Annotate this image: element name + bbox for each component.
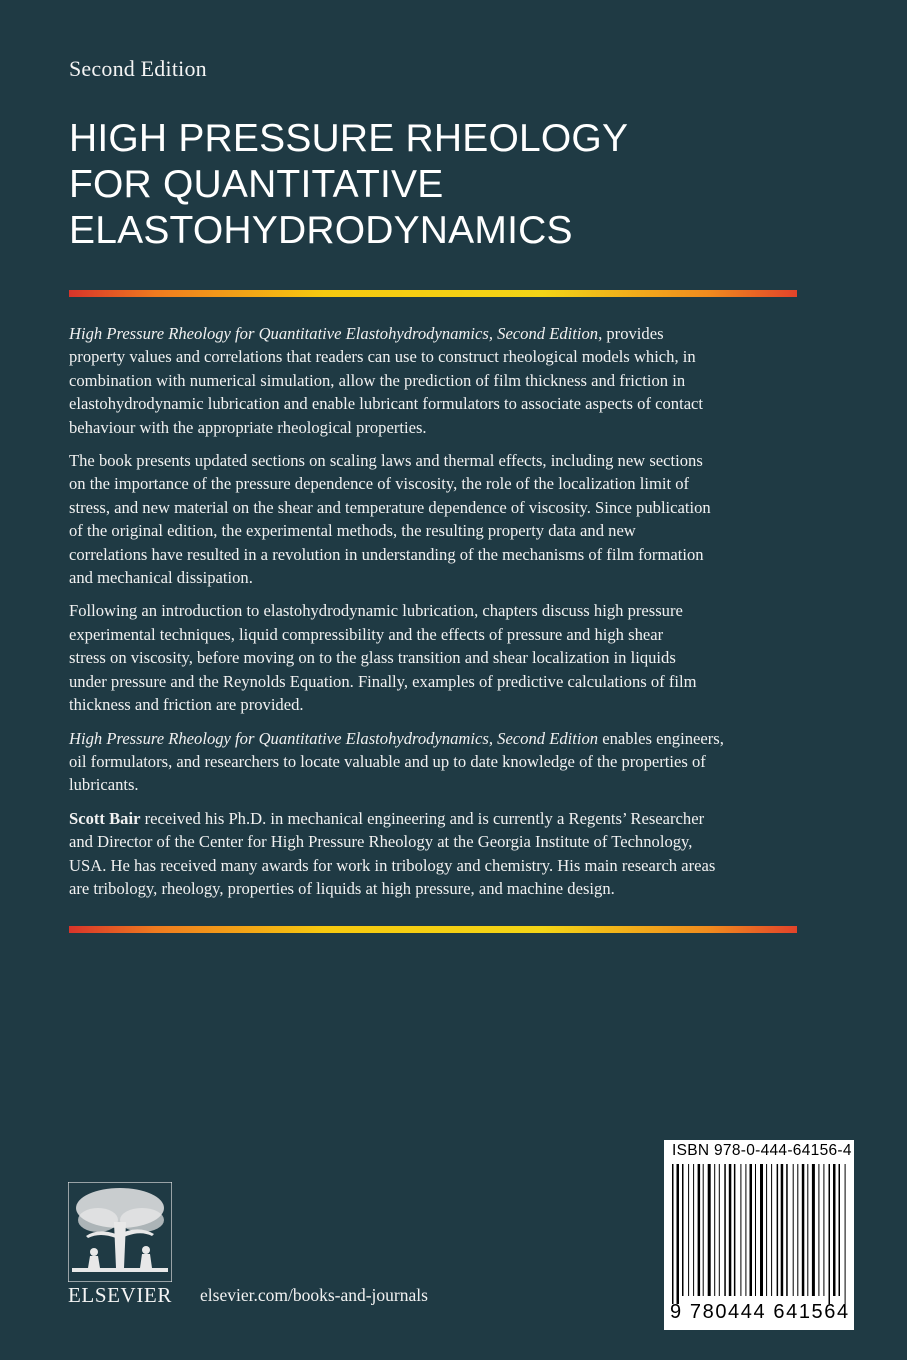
barcode-bar: [833, 1164, 836, 1296]
description: [69, 322, 809, 910]
barcode-bar: [688, 1164, 689, 1296]
barcode-bar: [729, 1164, 732, 1296]
title-line: FOR QUANTITATIVE: [69, 163, 444, 206]
barcode-bar: [829, 1164, 831, 1304]
barcode-bar: [839, 1164, 841, 1296]
book-title-italic: High Pressure Rheology for Quantitative Elastohydrodynamics, Second Edition: [69, 324, 599, 343]
author-bio: Scott Bair received his Ph.D. in mechanical engineering and is currently a Regents’ Researcher and Director of the Center for High Pressure Rheology at the Georgia Institute of Technology, USA. He has received many awards for work in tribology and chemistry. His main research areas are tribology, rheology, properties of liquids at high pressure, and machine design.: [69, 808, 716, 898]
description-paragraph-3: Following an introduction to elastohydrodynamic lubrication, chapters discuss high pressure experimental techniques, liquid compressibility and the effects of pressure and high shear stress on viscosity, before moving on to the glass transition and shear localization in liquids under pressure and the Reynolds Equation. Finally, examples of predictive calculations of film thickness and friction are provided.: [69, 601, 697, 715]
barcode-bar: [708, 1164, 711, 1296]
barcode-bar: [845, 1164, 846, 1304]
barcode-bar: [786, 1164, 788, 1296]
barcode-bar: [781, 1164, 784, 1296]
barcode-bar: [693, 1164, 694, 1296]
barcode-bar: [818, 1164, 819, 1296]
barcode-bar: [802, 1164, 805, 1296]
author-name: Scott Bair: [69, 808, 141, 828]
title-line: HIGH PRESSURE RHEOLOGY: [69, 117, 629, 160]
barcode: [670, 1164, 848, 1304]
barcode-bar: [797, 1164, 798, 1296]
barcode-bar: [703, 1164, 704, 1296]
barcode-bar: [714, 1164, 715, 1296]
edition-label: Second Edition: [69, 56, 207, 81]
description-paragraph-4: High Pressure Rheology for Quantitative Elastohydrodynamics, Second Edition enables engineers, oil formulators, and researchers to locate valuable and up to date knowledge of the properties of lubricants.: [69, 728, 724, 795]
barcode-bar: [745, 1164, 746, 1296]
isbn-digits: 9 780444 641564: [670, 1301, 850, 1323]
publisher-url[interactable]: elsevier.com/books-and-journals: [200, 1285, 428, 1305]
barcode-bar: [823, 1164, 824, 1296]
elsevier-tree-icon: [68, 1182, 172, 1282]
barcode-bar: [750, 1164, 753, 1296]
publisher-name: ELSEVIER: [68, 1283, 172, 1307]
book-title-italic: High Pressure Rheology for Quantitative Elastohydrodynamics, Second Edition: [69, 728, 599, 748]
barcode-bar: [771, 1164, 772, 1296]
barcode-bar: [734, 1164, 736, 1296]
book-title: [69, 116, 829, 254]
barcode-bar: [682, 1164, 684, 1296]
barcode-bar: [677, 1164, 680, 1304]
isbn-block: [664, 1140, 854, 1330]
title-line: ELASTOHYDRODYNAMICS: [69, 209, 573, 252]
top-divider: [69, 290, 797, 297]
barcode-bar: [766, 1164, 767, 1296]
description-paragraph-2: The book presents updated sections on scaling laws and thermal effects, including new sections on the importance of the pressure dependence of viscosity, the role of the localization limit of stress, and new material on the shear and temperature dependence of viscosity. Since publication of the original edition, the experimental methods, the resulting property data and new correlations have resulted in a revolution in understanding of the mechanisms of film formation and mechanical dissipation.: [69, 451, 711, 588]
barcode-bar: [724, 1164, 726, 1296]
barcode-bar: [760, 1164, 763, 1296]
barcode-bar: [698, 1164, 701, 1296]
barcode-bar: [777, 1164, 779, 1296]
barcode-bar: [812, 1164, 815, 1296]
bottom-divider: [69, 926, 797, 933]
description-paragraph-1: High Pressure Rheology for Quantitative Elastohydrodynamics, Second Edition, provides property values and correlations that readers can use to construct rheological models which, in combination with numerical simulation, allow the prediction of film thickness and friction in elastohydrodynamic lubrication and enable lubricant formulators to associate aspects of contact behaviour with the appropriate rheological properties.: [69, 324, 704, 437]
barcode-bar: [672, 1164, 674, 1304]
isbn-label: ISBN 978-0-444-64156-4: [672, 1142, 852, 1159]
barcode-bar: [755, 1164, 756, 1296]
barcode-bar: [740, 1164, 741, 1296]
barcode-bar: [807, 1164, 808, 1296]
barcode-bar: [793, 1164, 794, 1296]
barcode-bar: [719, 1164, 720, 1296]
